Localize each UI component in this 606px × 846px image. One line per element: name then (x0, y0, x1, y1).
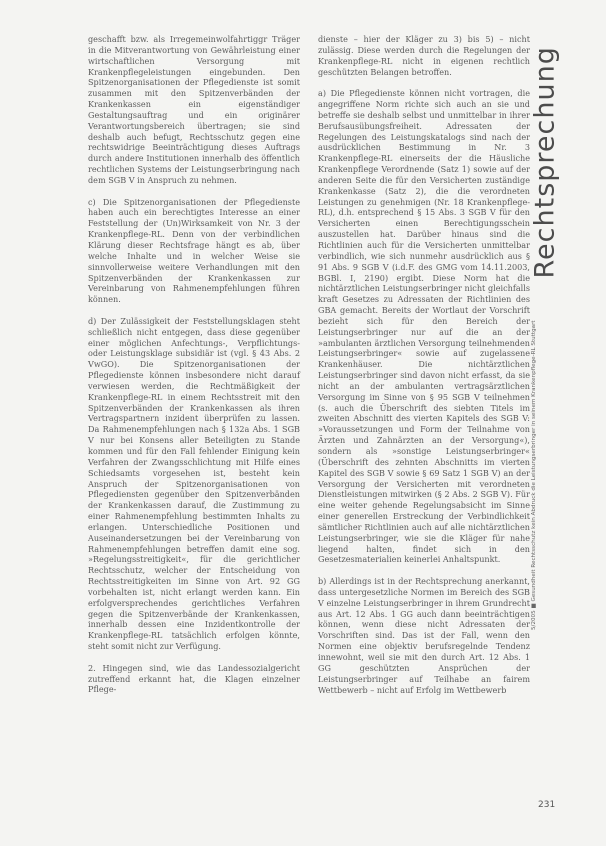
paragraph: b) Allerdings ist in der Rechtsprechung anerkannt, dass untergesetzliche Normen im Bereich des SGB V einzelne Leistungserbringer in ihrem Grundrecht aus Art. 12 Abs. 1 GG auch dann beeinträchtigen können, wenn diese nicht Adressaten der Vorschriften sind. Das ist der Fall, wenn den Normen eine objektiv berufsregelnde Tendenz innewohnt, weil sie mit den durch Art. 12 Abs. 1 GG geschützten Ansprüchen der Leistungserbringer auf Teilhabe an fairem Wettbewerb – nicht auf Erfolg im Wettbewerb (318, 576, 530, 695)
journal-side-note: 5/2005 ■ Gesundheit Rechtsschutz kein Abdruck die Leistungserbringer in seinem Krankenpflege-RL Stuttgart (531, 320, 537, 630)
paragraph: dienste – hier der Kläger zu 3) bis 5) – nicht zulässig. Diese werden durch die Regelungen der Krankenpflege-RL nicht in eigenen rechtlich geschützten Belangen betroffen. (318, 34, 530, 77)
right-text-column (318, 34, 530, 706)
paragraph: 2. Hingegen sind, wie das Landessozialgericht zutreffend erkannt hat, die Klagen einzelner Pflege- (88, 662, 300, 695)
paragraph: d) Der Zulässigkeit der Feststellungsklagen steht schließlich nicht entgegen, dass diese gegenüber einer möglichen Anfechtungs-, Verpflichtungs- oder Leistungsklage subsidiär ist (vgl. § 43 Abs. 2 VwGO). Die Spitzenorganisationen der Pflegedienste können insbesondere nicht darauf verwiesen werden, die Rechtmäßigkeit der Krankenpflege-RL in einem Rechtsstreit mit den Spitzenverbänden der Krankenkassen als ihren Vertragspartnern inzident überprüfen zu lassen. Da Rahmenempfehlungen nach § 132a Abs. 1 SGB V nur bei Konsens aller Beteiligten zu Stande kommen und für den Fall fehlender Einigung kein Verfahren der Zwangsschlichtung mit Hilfe eines Schiedsamts vorgesehen ist, besteht kein Anspruch der Spitzenorganisationen von Pflegediensten gegenüber den Spitzenverbänden der Krankenkassen darauf, die Zustimmung zu einer Rahmenempfehlung bestimmten Inhalts zu erlangen. Unterschiedliche Positionen und Auseinandersetzungen bei der Vereinbarung von Rahmenempfehlungen betreffen damit eine sog. »Regelungsstreitigkeit«, für die gerichtlicher Rechtsschutz, welcher der Entscheidung von Rechtsstreitigkeiten im Sinne von Art. 92 GG vorbehalten ist, nicht erlangt werden kann. Ein erfolgversprechendes gerichtliches Verfahren gegen die Spitzenverbände der Krankenkassen, innerhalb dessen eine Inzidentkontrolle der Krankenpflege-RL tatsächlich erfolgen könnte, steht somit nicht zur Verfügung. (88, 315, 300, 652)
page-number: 231 (538, 800, 556, 810)
paragraph: c) Die Spitzenorganisationen der Pflegedienste haben auch ein berechtigtes Interesse an einer Feststellung der (Un)Wirksamkeit von Nr. 3 der Krankenpflege-RL. Denn von der verbindlichen Klärung dieser Rechtsfrage hängt es ab, über welche Inhalte und in welcher Weise sie sinnvollerweise weitere Verhandlungen mit den Spitzenverbänden der Krankenkassen zur Vereinbarung von Rahmenempfehlungen führen können. (88, 196, 300, 305)
section-title: Rechtsprechung (529, 46, 561, 279)
paragraph: a) Die Pflegedienste können nicht vortragen, die angegriffene Norm richte sich auch an sie und betreffe sie deshalb selbst und unmittelbar in ihrer Berufsausübungsfreiheit. Adressaten der Regelungen des Leistungskatalogs sind nach der ausdrücklichen Bestimmung in Nr. 3 Krankenpflege-RL einerseits der die Häusliche Krankenpflege Verordnende (Satz 1) sowie auf der anderen Seite die für den Versicherten zuständige Krankenkasse (Satz 2), die die verordneten Leistungen zu genehmigen (Nr. 18 Krankenpflege-RL), d.h. entsprechend § 15 Abs. 3 SGB V für den Versicherten einen Berechtigungsschein auszustellen hat. Darüber hinaus sind die Richtlinien auch für die Versicherten unmittelbar verbindlich, wie sich nunmehr ausdrücklich aus § 91 Abs. 9 SGB V (i.d.F. des GMG vom 14.11.2003, BGBl. I, 2190) ergibt. Diese Norm hat die nichtärztlichen Leistungserbringer nicht gleichfalls kraft Gesetzes zu Adressaten der Richtlinien des GBA gemacht. Bereits der Wortlaut der Vorschrift bezieht sich für den Bereich der Leistungserbringer nur auf die an der »ambulanten ärztlichen Versorgung teilnehmenden Leistungserbringer« sowie auf zugelassene Krankenhäuser. Die nichtärztlichen Leistungserbringer sind davon nicht erfasst, da sie nicht an der ambulanten vertragsärztlichen Versorgung im Sinne von § 95 SGB V teilnehmen (s. auch die Überschrift des siebten Titels im zweiten Abschnitt des vierten Kapitels des SGB V: »Voraussetzungen und Form der Teilnahme von Ärzten und Zahnärzten an der Versorgung«), sondern als »sonstige Leistungserbringer« (Überschrift des zehnten Abschnitts im vierten Kapitel des SGB V sowie § 69 Satz 1 SGB V) an der Versorgung der Versicherten mit verordneten Dienstleistungen mitwirken (§ 2 Abs. 2 SGB V). Für eine weiter gehende Regelungsabsicht im Sinne einer generellen Erstreckung der Verbindlichkeit sämtlicher Richtlinien auch auf alle nichtärztlichen Leistungserbringer, wie sie die Kläger für nahe liegend halten, findet sich in den Gesetzesmaterialien keinerlei Anhaltspunkt. (318, 88, 530, 565)
paragraph: geschafft bzw. als Irregemeinwolfahrtiggr Träger in die Mitverantwortung von Gewährleistung einer wirtschaftlichen Versorgung mit Krankenpflegeleistungen eingebunden. Den Spitzenorganisationen der Pflegedienste ist somit zusammen mit den Spitzenverbänden der Krankenkassen ein eigenständiger Gestaltungsauftrag und ein originärer Verantwortungsbereich übertragen; sie sind deshalb auch befugt, Rechtsschutz gegen eine rechtswidrige Beeinträchtigung dieses Auftrags durch andere Institutionen innerhalb des öffentlich rechtlichen Systems der Leistungserbringung nach dem SGB V in Anspruch zu nehmen. (88, 34, 300, 185)
left-text-column (88, 34, 300, 706)
